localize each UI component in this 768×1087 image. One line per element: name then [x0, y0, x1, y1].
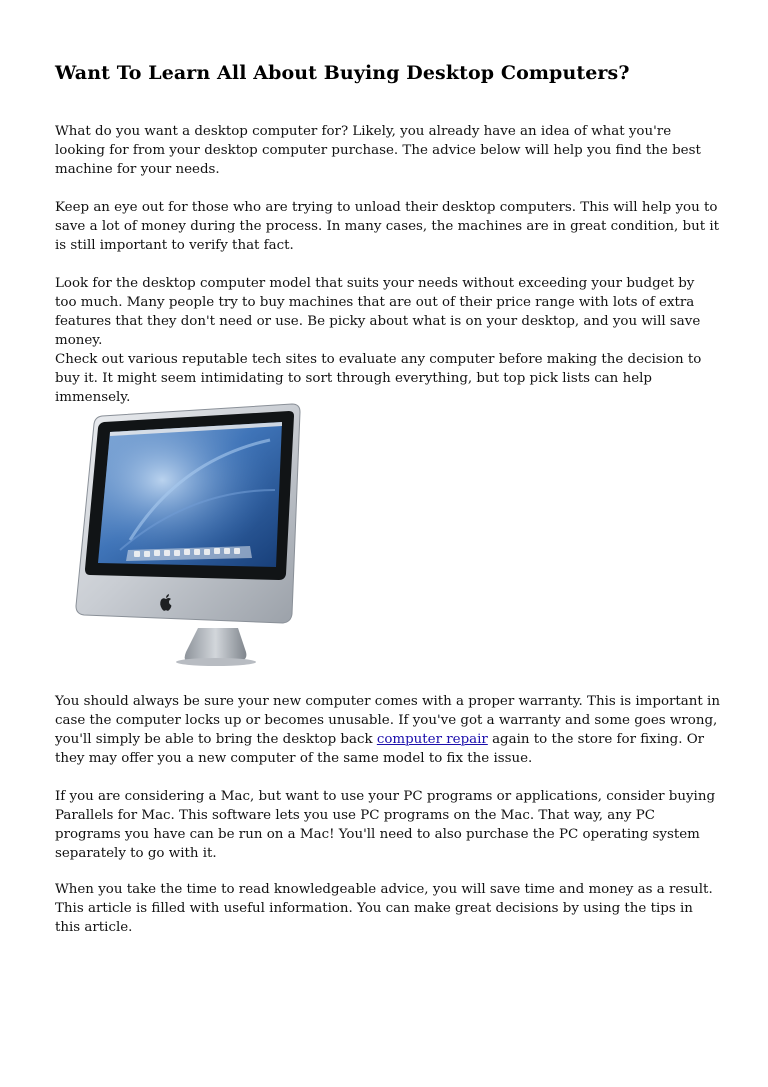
desktop-computer-image	[70, 400, 310, 672]
stand-shape	[185, 628, 247, 663]
paragraph-tech-sites: Check out various reputable tech sites to evaluate any computer before making the decision to buy it. It might seem intimidating to sort through everything, but top pick lists can help immensely.	[55, 352, 702, 405]
paragraph-conclusion: When you take the time to read knowledgeable advice, you will save time and money as a result. This article is filled with useful information. You can make great decisions by using the tips in this article.	[55, 882, 713, 935]
warranty-text-before: You should always be sure your new computer comes with a proper warranty. This is important in case the computer locks up or becomes unusable. If you've got a warranty and some goes wrong, you'll simply be able to bring the desktop back	[55, 694, 720, 747]
paragraph-unload: Keep an eye out for those who are trying to unload their desktop computers. This will help you to save a lot of money during the process. In many cases, the machines are in great condition, but it is still important to verify that fact.	[55, 200, 720, 253]
page-title: Want To Learn All About Buying Desktop Computers?	[55, 62, 630, 84]
paragraph-intro: What do you want a desktop computer for? Likely, you already have an idea of what you're looking for from your desktop computer purchase. The advice below will help you find the best machine for your needs.	[55, 124, 701, 177]
computer-repair-link[interactable]: computer repair	[376, 732, 488, 747]
warranty-text-after: again to the store for fixing. Or they may offer you a new computer of the same model to fix the issue.	[55, 732, 705, 766]
paragraph-warranty	[55, 692, 720, 768]
paragraph-mac-parallels: If you are considering a Mac, but want to use your PC programs or applications, consider buying Parallels for Mac. This software lets you use PC programs on the Mac. That way, any PC programs you have can be run on a Mac! You'll need to also purchase the PC operating system separately to go with it.	[55, 789, 716, 861]
paragraph-budget: Look for the desktop computer model that suits your needs without exceeding your budget by too much. Many people try to buy machines that are out of their price range with lots of extra features that they don't need or use. Be picky about what is on your desktop, and you will save money.	[55, 276, 701, 348]
